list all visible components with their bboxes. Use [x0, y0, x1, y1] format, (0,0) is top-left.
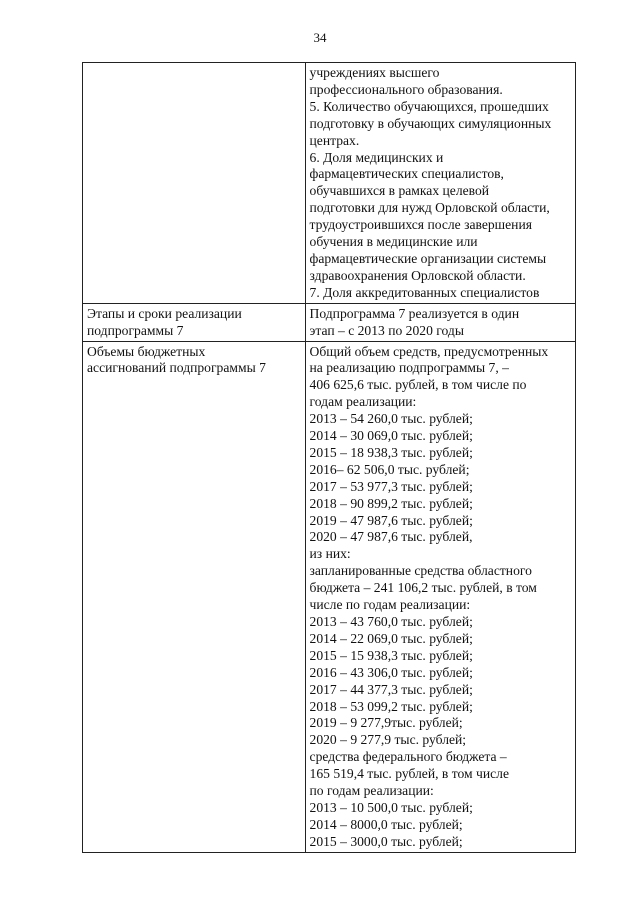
row-value-cell — [305, 303, 575, 341]
row-value-cell — [305, 341, 575, 852]
text-line: ассигнований подпрограммы 7 — [87, 360, 266, 376]
text-line: 2015 – 15 938,3 тыс. рублей; — [309, 647, 473, 663]
text-line: бюджета – 241 106,2 тыс. рублей, в том — [309, 580, 537, 596]
text-line: запланированные средства областного — [309, 563, 532, 579]
text-line: 2018 – 90 899,2 тыс. рублей; — [309, 495, 473, 511]
text-line: Объемы бюджетных — [87, 343, 206, 359]
text-line: 2020 – 47 987,6 тыс. рублей, — [309, 529, 473, 545]
text-line: 5. Количество обучающихся, прошедших — [309, 98, 549, 114]
text-line: годам реализации: — [309, 394, 417, 410]
text-line: подготовку в обучающих симуляционных — [309, 115, 552, 131]
text-line: 2015 – 18 938,3 тыс. рублей; — [309, 444, 473, 460]
text-line: 2013 – 43 760,0 тыс. рублей; — [309, 614, 473, 629]
text-line: центрах. — [309, 132, 360, 148]
text-line: 2014 – 8000,0 тыс. рублей; — [309, 816, 463, 832]
page-number: 34 — [313, 30, 327, 45]
text-line: на реализацию подпрограммы 7, – — [309, 360, 509, 376]
text-line: 2019 – 9 277,9тыс. рублей; — [309, 715, 463, 731]
text-line: подпрограммы 7 — [87, 322, 184, 338]
text-line: 2013 – 10 500,0 тыс. рублей; — [309, 799, 473, 815]
text-line: 6. Доля медицинских и — [309, 149, 444, 165]
text-line: 2018 – 53 099,2 тыс. рублей; — [309, 698, 473, 714]
text-line: 2017 – 44 377,3 тыс. рублей; — [309, 681, 473, 697]
table-row — [83, 303, 576, 341]
text-line: 2015 – 3000,0 тыс. рублей; — [309, 833, 463, 849]
text-line: 165 519,4 тыс. рублей, в том числе — [309, 766, 509, 782]
row-label-cell — [83, 63, 306, 304]
text-line: учреждениях высшего — [309, 65, 440, 80]
text-line: обучения в медицинские или — [309, 234, 478, 250]
text-line: 2016– 62 506,0 тыс. рублей; — [309, 461, 470, 477]
text-line: 2019 – 47 987,6 тыс. рублей; — [309, 512, 473, 528]
program-passport-table — [82, 62, 576, 853]
row-label-cell — [83, 341, 306, 852]
text-line: трудоустроившихся после завершения — [309, 217, 532, 233]
text-line: по годам реализации: — [309, 783, 434, 799]
text-line: фармацевтических специалистов, — [309, 166, 504, 182]
text-line: фармацевтические организации системы — [309, 250, 547, 266]
text-line: этап – с 2013 по 2020 годы — [309, 322, 464, 338]
text-line: Этапы и сроки реализации — [87, 305, 242, 321]
text-line: 2016 – 43 306,0 тыс. рублей; — [309, 664, 473, 680]
text-line: обучавшихся в рамках целевой — [309, 183, 490, 199]
text-line: 2014 – 22 069,0 тыс. рублей; — [309, 630, 473, 646]
text-line: 2017 – 53 977,3 тыс. рублей; — [309, 478, 473, 494]
text-line: средства федерального бюджета – — [309, 749, 507, 765]
row-value-cell — [305, 63, 575, 304]
text-line: 2020 – 9 277,9 тыс. рублей; — [309, 732, 467, 748]
text-line: Подпрограмма 7 реализуется в один — [309, 305, 520, 321]
text-line: из них: — [309, 546, 351, 562]
text-line: подготовки для нужд Орловской области, — [309, 200, 550, 216]
text-line: Общий объем средств, предусмотренных — [309, 343, 549, 359]
table-row — [83, 341, 576, 852]
table-row — [83, 63, 576, 304]
row-label-cell — [83, 303, 306, 341]
text-line: 406 625,6 тыс. рублей, в том числе по — [309, 377, 527, 393]
text-line: здравоохранения Орловской области. — [309, 267, 526, 283]
text-line: 2013 – 54 260,0 тыс. рублей; — [309, 411, 473, 427]
text-line: 7. Доля аккредитованных специалистов — [309, 284, 540, 300]
text-line: 2014 – 30 069,0 тыс. рублей; — [309, 428, 473, 444]
text-line: числе по годам реализации: — [309, 597, 471, 613]
text-line: профессионального образования. — [309, 81, 503, 97]
